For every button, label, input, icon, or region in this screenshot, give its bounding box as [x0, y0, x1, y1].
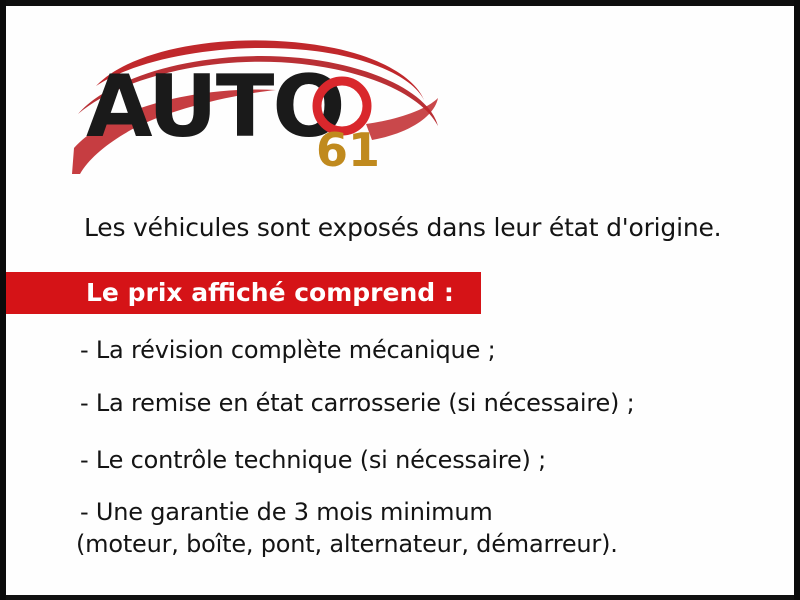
list-item: - Une garantie de 3 mois minimum — [80, 498, 493, 526]
list-item: - La révision complète mécanique ; — [80, 336, 496, 364]
logo-wordmark-auto: AUTO — [86, 57, 344, 157]
list-item: - La remise en état carrosserie (si nécessaire) ; — [80, 389, 635, 417]
price-banner-title: Le prix affiché comprend : — [86, 278, 454, 307]
flyer-sheet — [6, 6, 794, 595]
list-item-continuation: (moteur, boîte, pont, alternateur, démarreur). — [76, 530, 618, 558]
logo-sub-61: 61 — [316, 123, 381, 177]
auto-61-logo — [66, 28, 496, 178]
scan-edge-right — [794, 0, 800, 600]
list-item: - Le contrôle technique (si nécessaire) ; — [80, 446, 546, 474]
intro-text: Les véhicules sont exposés dans leur état d'origine. — [84, 213, 722, 242]
scan-edge-bottom — [0, 595, 800, 600]
